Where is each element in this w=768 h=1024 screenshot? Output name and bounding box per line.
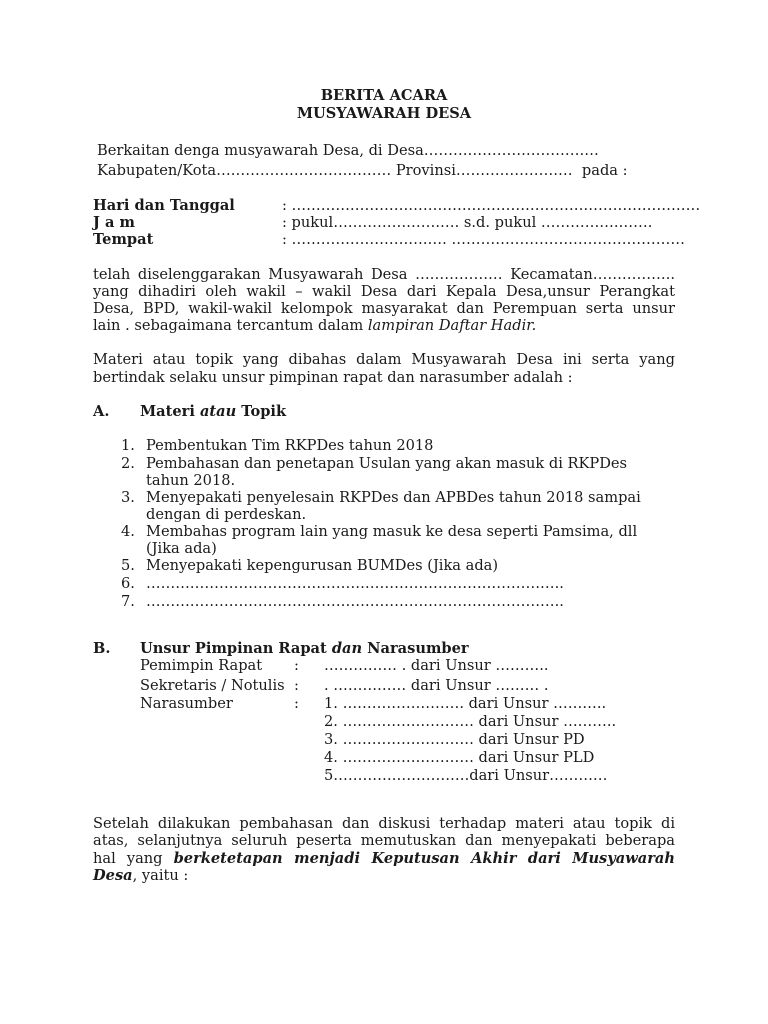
- leader-value: …………… . dari Unsur ………..: [324, 657, 549, 674]
- list-num-5: 5.: [121, 557, 135, 574]
- list-item-4-line1: Membahas program lain yang masuk ke desa seperti Pamsima, dll: [146, 523, 638, 540]
- para3-line4: [93, 867, 188, 885]
- field-label-place: Tempat: [93, 231, 154, 248]
- list-num-3: 3.: [121, 489, 135, 506]
- para3-line2: atas, selanjutnya seluruh peserta memutuskan dan menyepakati beberapa: [93, 832, 675, 849]
- para3-line1: Setelah dilakukan pembahasan dan diskusi terhadap materi atau topik di: [93, 815, 675, 832]
- para2-line2: bertindak selaku unsur pimpinan rapat dan narasumber adalah :: [93, 369, 573, 386]
- attendance-list-ref: lampiran Daftar Hadir.: [367, 317, 537, 334]
- secretary-colon: :: [294, 677, 299, 694]
- intro-line2: Kabupaten/Kota……………………………… Provinsi…………………… pada :: [97, 162, 628, 179]
- para3-line4-text: , yaitu :: [132, 867, 189, 884]
- intro-line1: Berkaitan denga musyawarah Desa, di Desa………………………………: [97, 142, 599, 159]
- list-item-5: Menyepakati kepengurusan BUMDes (Jika ada): [146, 557, 499, 574]
- section-a-letter: A.: [93, 403, 110, 420]
- list-item-3-line1: Menyepakati penyelesain RKPDes dan APBDes tahun 2018 sampai: [146, 489, 641, 506]
- para1-line4: [93, 317, 536, 335]
- para1-line4-text: lain . sebagaimana tercantum dalam: [93, 317, 368, 334]
- secretary-label: Sekretaris / Notulis: [140, 677, 285, 694]
- speaker-value-2: 2. ……………………… dari Unsur ………..: [324, 713, 617, 730]
- list-num-7: 7.: [121, 593, 135, 610]
- speaker-label: Narasumber: [140, 695, 233, 712]
- section-b-heading-italic: dan: [331, 640, 363, 657]
- field-value-time: : pukul………………….…. s.d. pukul …………….…….: [282, 214, 653, 231]
- list-item-2-line2: tahun 2018.: [146, 472, 236, 489]
- para3-line3: [93, 850, 675, 868]
- list-num-2: 2.: [121, 455, 135, 472]
- para3-line3-text: hal yang: [93, 850, 174, 867]
- doc-title-line2: MUSYAWARAH DESA: [296, 105, 472, 122]
- list-item-4-line2: (Jika ada): [146, 540, 217, 557]
- list-num-4: 4.: [121, 523, 135, 540]
- list-num-1: 1.: [121, 437, 135, 454]
- para1-line1: telah diselenggarakan Musyawarah Desa ……………… Kecamatan……………..: [93, 266, 675, 283]
- section-a-heading-italic: atau: [199, 403, 237, 420]
- speaker-value-3: 3. ……………………… dari Unsur PD: [324, 731, 585, 748]
- speaker-value-4: 4. ……………………… dari Unsur PLD: [324, 749, 595, 766]
- list-item-2-line1: Pembahasan dan penetapan Usulan yang akan masuk di RKPDes: [146, 455, 628, 472]
- field-value-date: : …………………………………………………………………………: [282, 197, 701, 214]
- list-item-1: Pembentukan Tim RKPDes tahun 2018: [146, 437, 434, 454]
- section-a-heading-part1: Materi: [140, 403, 200, 420]
- speaker-value-1: 1. ……………………. dari Unsur ………..: [324, 695, 607, 712]
- section-a-heading-part2: Topik: [236, 403, 287, 420]
- final-decision-phrase: berketetapan menjadi Keputusan Akhir dari Musyawarah: [173, 850, 675, 867]
- list-item-6: …………………………………………………………………………..: [146, 575, 564, 592]
- list-item-3-line2: dengan di perdeskan.: [146, 506, 307, 523]
- list-num-6: 6.: [121, 575, 135, 592]
- para1-line2: yang dihadiri oleh wakil – wakil Desa dari Kepala Desa,unsur Perangkat: [93, 283, 675, 300]
- field-label-date: Hari dan Tanggal: [93, 197, 235, 214]
- section-a-heading: [140, 403, 286, 421]
- secretary-value: . …………… dari Unsur ……… .: [324, 677, 549, 694]
- para2-line1: Materi atau topik yang dibahas dalam Musyawarah Desa ini serta yang: [93, 351, 675, 368]
- section-b-heading: [140, 640, 469, 658]
- list-item-7: …………………………………………………………………………..: [146, 593, 564, 610]
- section-b-heading-part1: Unsur Pimpinan Rapat: [140, 640, 332, 657]
- doc-title-line1: BERITA ACARA: [320, 87, 448, 104]
- leader-label: Pemimpin Rapat: [140, 657, 263, 674]
- leader-colon: :: [294, 657, 299, 674]
- field-value-place: : ……………………….…. …………………………………………: [282, 231, 685, 248]
- field-label-time: J a m: [93, 214, 135, 231]
- speaker-colon: :: [294, 695, 299, 712]
- para1-line3: Desa, BPD, wakil-wakil kelompok masyarakat dan Perempuan serta unsur: [93, 300, 675, 317]
- desa-word: Desa: [93, 867, 133, 884]
- speaker-value-5: 5……………………….dari Unsur…………: [324, 767, 608, 784]
- section-b-letter: B.: [93, 640, 111, 657]
- section-b-heading-part2: Narasumber: [362, 640, 469, 657]
